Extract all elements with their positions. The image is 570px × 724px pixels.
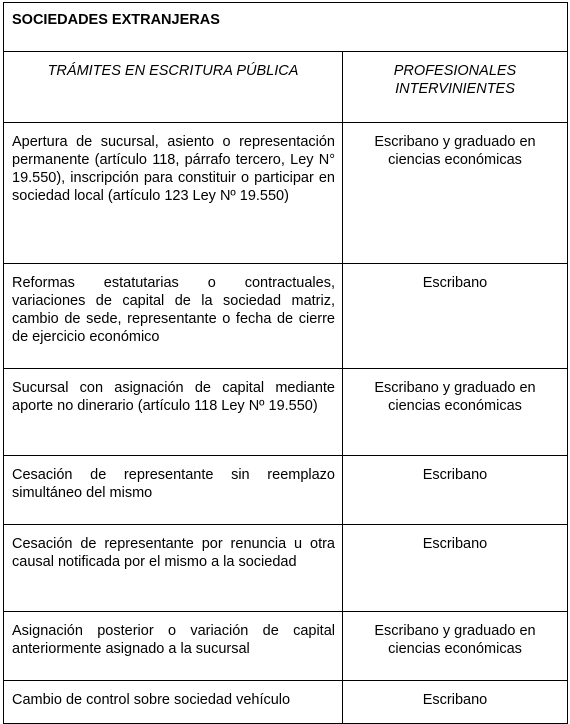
tramite-cell: Sucursal con asignación de capital mediante aporte no dinerario (artículo 118 Ley Nº 19.550) [4, 369, 343, 456]
profesionales-cell: Escribano [343, 681, 568, 724]
table-title-row [4, 3, 568, 52]
sociedades-extranjeras-table [3, 2, 568, 724]
profesionales-cell: Escribano y graduado en ciencias económicas [343, 612, 568, 681]
profesionales-cell: Escribano [343, 264, 568, 369]
table-header-row [4, 52, 568, 123]
table-row [4, 123, 568, 264]
table-row [4, 681, 568, 724]
table-row [4, 369, 568, 456]
table-title: SOCIEDADES EXTRANJERAS [4, 3, 568, 52]
tramite-cell: Reformas estatutarias o contractuales, variaciones de capital de la sociedad matriz, cambio de sede, representante o fecha de cierre de ejercicio económico [4, 264, 343, 369]
profesionales-cell: Escribano y graduado en ciencias económicas [343, 369, 568, 456]
table-row [4, 264, 568, 369]
table-row [4, 525, 568, 612]
profesionales-cell: Escribano [343, 525, 568, 612]
tramite-cell: Cambio de control sobre sociedad vehículo [4, 681, 343, 724]
tramite-cell: Apertura de sucursal, asiento o representación permanente (artículo 118, párrafo tercero, Ley N° 19.550), inscripción para constituir o participar en sociedad local (artículo 123 Ley Nº 19.550) [4, 123, 343, 264]
table-row [4, 456, 568, 525]
profesionales-cell: Escribano y graduado en ciencias económicas [343, 123, 568, 264]
header-profesionales: PROFESIONALES INTERVINIENTES [343, 52, 568, 123]
tramite-cell: Cesación de representante sin reemplazo simultáneo del mismo [4, 456, 343, 525]
header-tramites: TRÁMITES EN ESCRITURA PÚBLICA [4, 52, 343, 123]
tramite-cell: Cesación de representante por renuncia u otra causal notificada por el mismo a la sociedad [4, 525, 343, 612]
profesionales-cell: Escribano [343, 456, 568, 525]
table-row [4, 612, 568, 681]
tramite-cell: Asignación posterior o variación de capital anteriormente asignado a la sucursal [4, 612, 343, 681]
